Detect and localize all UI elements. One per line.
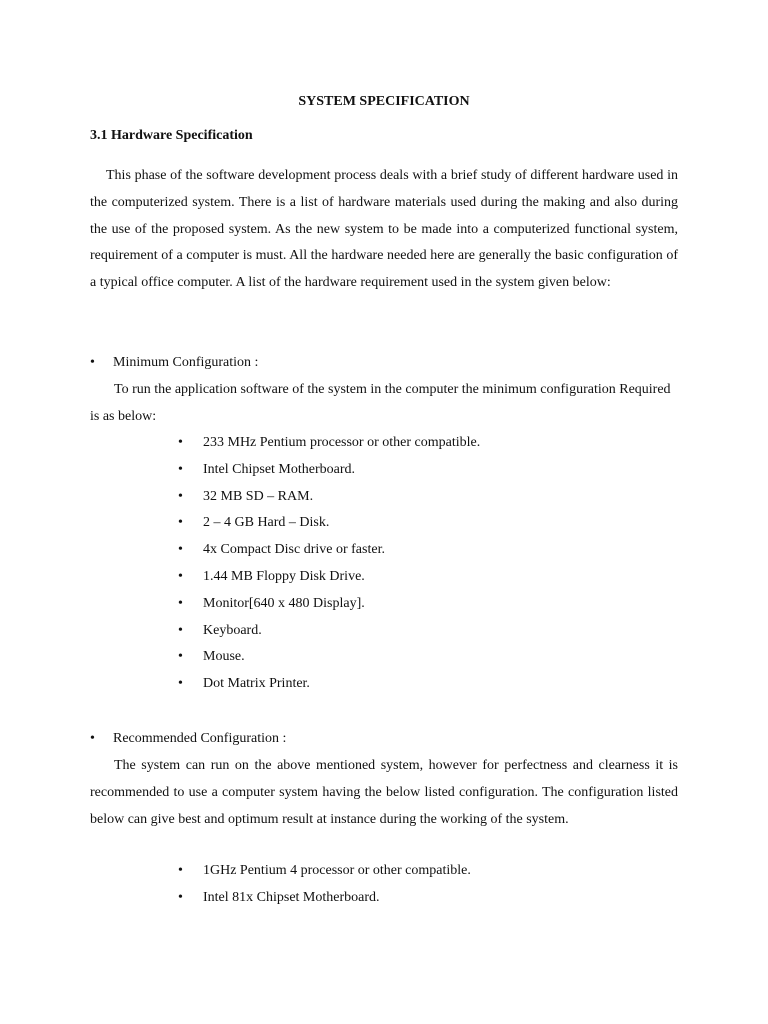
list-item-text: Intel 81x Chipset Motherboard. bbox=[203, 889, 380, 905]
bullet-icon: • bbox=[178, 863, 183, 878]
list-item bbox=[178, 858, 471, 885]
minimum-configuration-description: To run the application software of the system in the computer the minimum configuration Required is as below: bbox=[90, 382, 671, 424]
bullet-icon: • bbox=[178, 461, 183, 477]
bullet-icon: • bbox=[178, 676, 183, 692]
list-item bbox=[178, 430, 480, 457]
bullet-icon: • bbox=[90, 355, 95, 370]
list-item bbox=[178, 644, 480, 671]
minimum-configuration-list bbox=[178, 430, 480, 698]
list-item bbox=[178, 618, 480, 645]
bullet-icon: • bbox=[178, 435, 183, 450]
list-item-text: Keyboard. bbox=[203, 622, 262, 638]
bullet-icon: • bbox=[90, 731, 95, 746]
page-title: SYSTEM SPECIFICATION bbox=[298, 94, 470, 109]
recommended-configuration-bullet bbox=[90, 729, 286, 749]
list-item bbox=[178, 484, 480, 511]
bullet-icon: • bbox=[178, 595, 183, 611]
list-item-text: 233 MHz Pentium processor or other compatible. bbox=[203, 435, 481, 450]
list-item bbox=[178, 671, 480, 698]
list-item bbox=[178, 457, 480, 484]
list-item-text: 2 – 4 GB Hard – Disk. bbox=[203, 515, 330, 531]
list-item bbox=[178, 591, 480, 618]
list-item-text: Dot Matrix Printer. bbox=[203, 676, 310, 692]
minimum-configuration-heading: Minimum Configuration : bbox=[113, 355, 259, 370]
minimum-configuration-bullet bbox=[90, 353, 258, 373]
section-heading: 3.1 Hardware Specification bbox=[90, 128, 253, 143]
list-item-text: Mouse. bbox=[203, 649, 245, 665]
list-item bbox=[178, 537, 480, 564]
list-item-text: 32 MB SD – RAM. bbox=[203, 488, 314, 504]
list-item-text: Intel Chipset Motherboard. bbox=[203, 461, 356, 477]
list-item bbox=[178, 564, 480, 591]
bullet-icon: • bbox=[178, 542, 183, 558]
list-item-text: 4x Compact Disc drive or faster. bbox=[203, 542, 385, 558]
list-item-text: 1GHz Pentium 4 processor or other compatible. bbox=[203, 863, 471, 878]
list-item-text: 1.44 MB Floppy Disk Drive. bbox=[203, 568, 365, 584]
bullet-icon: • bbox=[178, 568, 183, 584]
bullet-icon: • bbox=[178, 622, 183, 638]
bullet-icon: • bbox=[178, 488, 183, 504]
recommended-configuration-list bbox=[178, 858, 471, 912]
recommended-configuration-heading: Recommended Configuration : bbox=[113, 731, 287, 746]
list-item-text: Monitor[640 x 480 Display]. bbox=[203, 595, 365, 611]
intro-paragraph: This phase of the software development process deals with a brief study of different hardware used in the computerized system. There is a list of hardware materials used during the making and also during the use of the proposed system. As the new system to be made into a computerized functional system, requirement of a computer is must. All the hardware needed here are generally the basic configuration of a typical office computer. A list of the hardware requirement used in the system given below: bbox=[90, 168, 678, 291]
recommended-configuration-description: The system can run on the above mentioned system, however for perfectness and clearness it is recommended to use a computer system having the below listed configuration. The configuration listed below can give best and optimum result at instance during the working of the system. bbox=[90, 758, 678, 827]
bullet-icon: • bbox=[178, 889, 183, 905]
list-item bbox=[178, 885, 471, 912]
bullet-icon: • bbox=[178, 515, 183, 531]
list-item bbox=[178, 510, 480, 537]
bullet-icon: • bbox=[178, 649, 183, 665]
